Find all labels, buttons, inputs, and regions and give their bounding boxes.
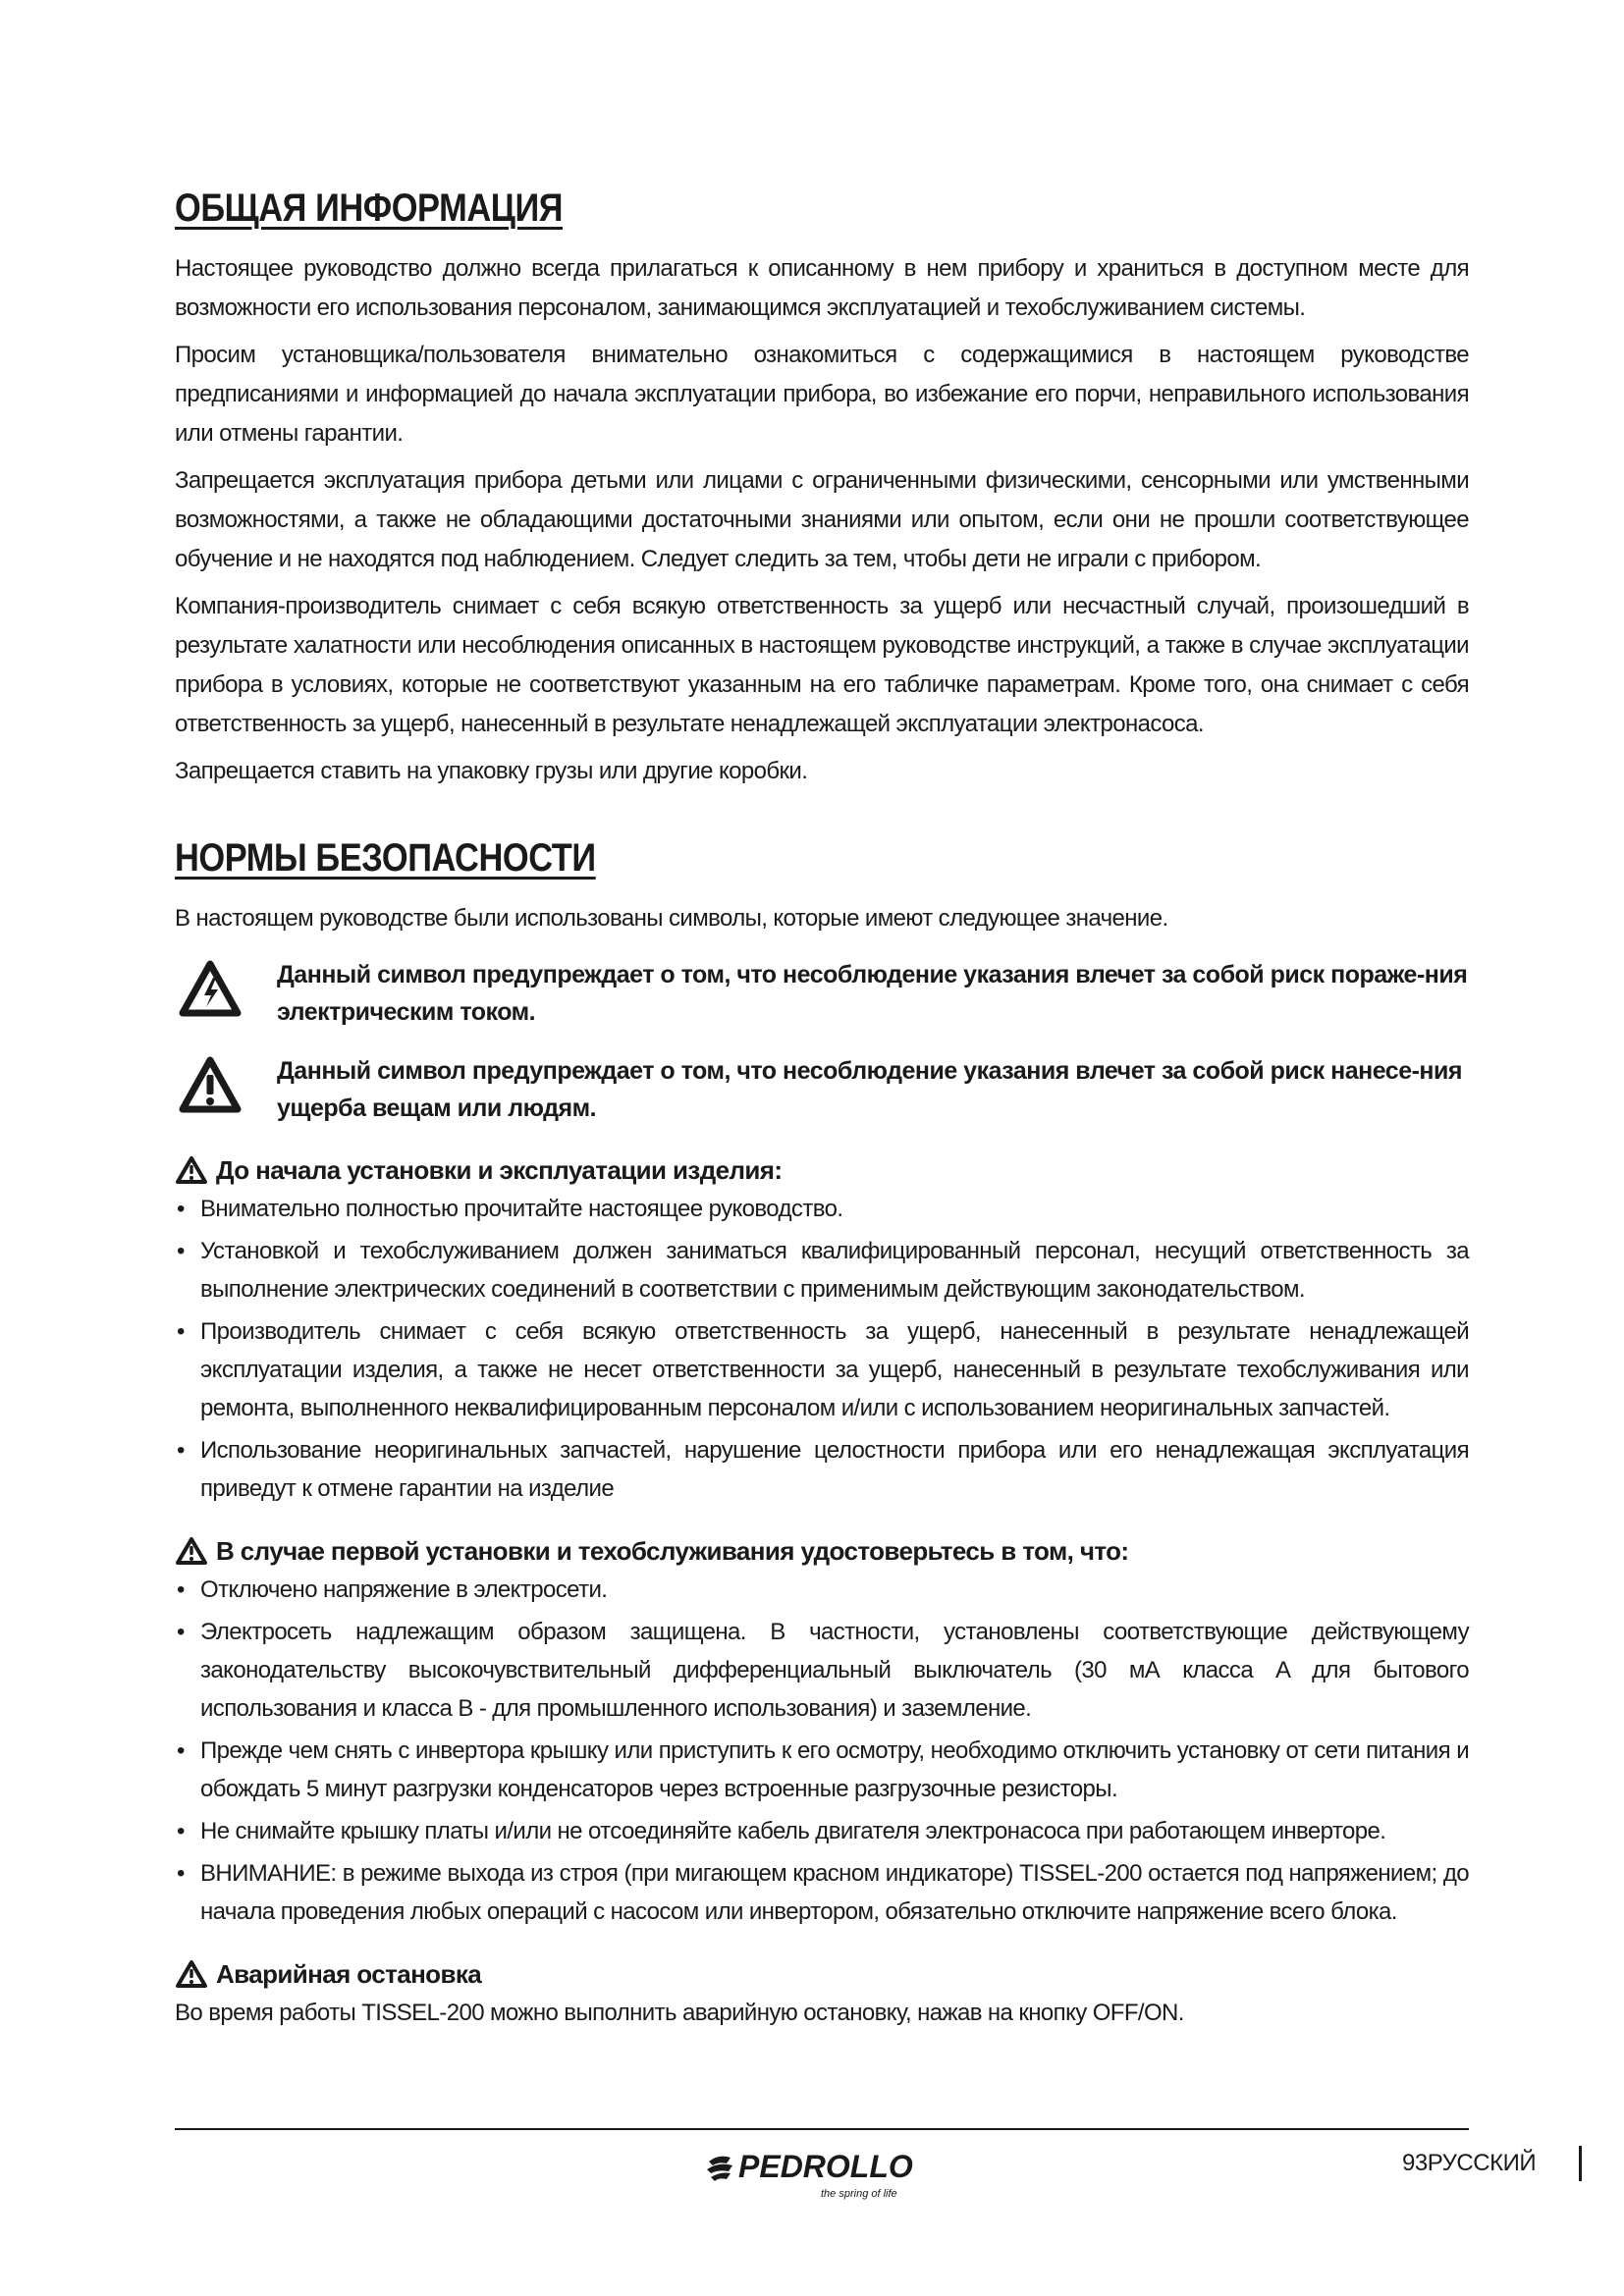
list-item: • ВНИМАНИЕ: в режиме выхода из строя (при мигающем красном индикаторе) TISSEL-200 остается под напряжением; до начала проведения любых операций с насосом или инвертором, обязательно отключите напряжение всего блока. [175, 1854, 1469, 1931]
symbol-general-row [175, 1052, 1469, 1127]
list-item: • Использование неоригинальных запчастей, нарушение целостности прибора или его ненадлежащая эксплуатация приведут к отмене гарантии на изделие [175, 1431, 1469, 1508]
before-install-heading [175, 1152, 1469, 1188]
general-hazard-icon [179, 1056, 242, 1113]
symbol-general-text: Данный символ предупреждает о том, что несоблюдение указания влечет за собой риск нанесе-ния ущерба вещам или людям. [277, 1057, 1462, 1122]
page-number: 93РУССКИЙ [1402, 2150, 1537, 2176]
emergency-title: Аварийная остановка [216, 1959, 482, 1989]
general-paragraph-4: Компания-производитель снимает с себя всякую ответственность за ущерб или несчастный случай, произошедший в результате халатности или несоблюдения описанных в настоящем руководстве инструкций, а также в случае эксплуатации прибора в условиях, которые не соответствуют указанным на его табличке параметрам. Кроме того, она снимает с себя ответственность за ущерб, нанесенный в результате ненадлежащей эксплуатации электронасоса. [175, 593, 1469, 737]
symbol-electric-row [175, 956, 1469, 1031]
general-paragraph-2: Просим установщика/пользователя внимательно ознакомиться с содержащимися в настоящем руководстве предписаниями и информацией до начала эксплуатации прибора, во избежание его порчи, неправильного использования или отмены гарантии. [175, 342, 1469, 447]
footer-edge-bar [1579, 2146, 1582, 2181]
list-item: • Не снимайте крышку платы и/или не отсоединяйте кабель двигателя электронасоса при работающем инверторе. [175, 1812, 1469, 1850]
before-install-list [175, 1190, 1469, 1508]
first-install-title: В случае первой установки и техобслуживания удостоверьтесь в том, что: [216, 1536, 1129, 1566]
brand-name: PEDROLLO [738, 2149, 913, 2184]
general-paragraph-5: Запрещается ставить на упаковку грузы или другие коробки. [175, 758, 808, 784]
brand-tagline: the spring of life [821, 2188, 897, 2200]
list-item: • Производитель снимает с себя всякую ответственность за ущерб, нанесенный в результате ненадлежащей эксплуатации изделия, а также не несет ответственности за ущерб, нанесенный в результате техобслуживания или ремонта, выполненного неквалифицированным персоналом и/или с использованием неоригинальных запчастей. [175, 1312, 1469, 1427]
list-item: • Внимательно полностью прочитайте настоящее руководство. [175, 1190, 1469, 1228]
page-content [175, 185, 1469, 2041]
warning-icon [175, 1536, 208, 1566]
general-info-title: ОБЩАЯ ИНФОРМАЦИЯ [175, 187, 564, 230]
safety-title: НОРМЫ БЕЗОПАСНОСТИ [175, 836, 596, 880]
symbol-electric-text: Данный символ предупреждает о том, что несоблюдение указания влечет за собой риск пораже-ния электрическим током. [277, 961, 1468, 1026]
warning-icon [175, 1155, 208, 1185]
list-item: • Установкой и техобслуживанием должен заниматься квалифицированный персонал, несущий ответственность за выполнение электрических соединений в соответствии с применимым действующим законодательством. [175, 1232, 1469, 1308]
electric-hazard-icon [179, 960, 242, 1017]
first-install-heading [175, 1533, 1469, 1569]
emergency-text: Во время работы TISSEL-200 можно выполнить аварийную остановку, нажав на кнопку OFF/ON. [175, 2000, 1184, 2026]
first-install-list [175, 1571, 1469, 1931]
footer-divider [175, 2128, 1469, 2130]
safety-intro: В настоящем руководстве были использованы символы, которые имеют следующее значение. [175, 905, 1168, 932]
general-paragraph-1: Настоящее руководство должно всегда прилагаться к описанному в нем прибору и храниться в доступном месте для возможности его использования персоналом, занимающимся эксплуатацией и техобслуживанием системы. [175, 255, 1469, 321]
pedrollo-logo [705, 2140, 931, 2209]
warning-icon [175, 1959, 208, 1989]
emergency-heading [175, 1956, 1469, 1992]
general-paragraph-3: Запрещается эксплуатация прибора детьми или лицами с ограниченными физическими, сенсорными или умственными возможностями, а также не обладающими достаточными знаниями или опытом, если они не прошли соответствующее обучение и не находятся под наблюдением. Следует следить за тем, чтобы дети не играли с прибором. [175, 467, 1469, 572]
list-item: • Электросеть надлежащим образом защищена. В частности, установлены соответствующие действующему законодательству высокочувствительный дифференциальный выключатель (30 мА класса A для бытового использования и класса B - для промышленного использования) и заземление. [175, 1613, 1469, 1728]
list-item: • Отключено напряжение в электросети. [175, 1571, 1469, 1609]
list-item: • Прежде чем снять с инвертора крышку или приступить к его осмотру, необходимо отключить установку от сети питания и обождать 5 минут разгрузки конденсаторов через встроенные разгрузочные резисторы. [175, 1732, 1469, 1808]
before-install-title: До начала установки и эксплуатации изделия: [216, 1155, 783, 1185]
